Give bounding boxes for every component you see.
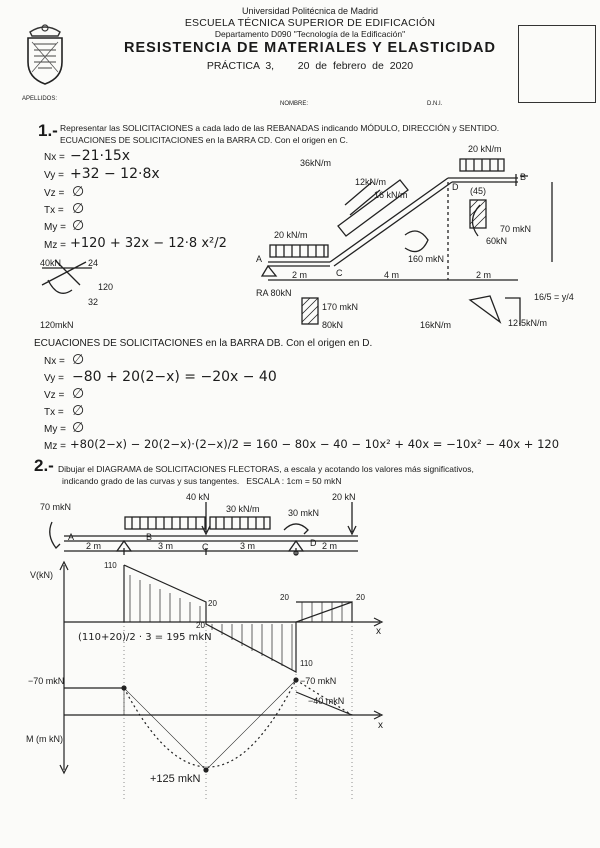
eq-value: +120 + 32x − 12·8 x²/2 [70,236,227,251]
note-ra-80kn: RA 80kN [256,288,292,298]
shear-value-110: 110 [104,561,117,570]
note-20knm-right: 20 kN/m [468,144,502,154]
practice-number: PRÁCTICA 3, [206,60,275,72]
nombre-label: NOMBRE: [280,101,309,107]
shear-value-20b: 20 [196,621,205,630]
practice-date: 20 de febrero de 2020 [297,60,414,72]
beam-span-3: 3 m [240,541,256,551]
note-45: (45) [470,186,487,196]
eq-value: ∅ [72,218,85,234]
beam-span-4: 2 m [322,541,338,551]
eq-label: Nx = [44,152,65,163]
eq-label: Vy = [44,373,64,384]
q1-instruction-1: Representar las SOLICITACIONES a cada lado de las REBANADAS indicando MÓDULO, DIRECCIÓN y SENTIDO. [60,123,500,133]
eq-value: +32 − 12·8x [70,166,160,182]
department-name: Departamento D090 "Tecnología de la Edificación" [214,29,406,39]
note-16knm: 16 kN/m [374,190,408,200]
q2-instruction-1: Dibujar el DIAGRAMA de SOLICITACIONES FLECTORAS, a escala y acotando los valores más significativos, [58,464,474,474]
note-120mkn: 120mkN [40,320,74,330]
beam-point-d: D [310,538,317,548]
school-name: ESCUELA TÉCNICA SUPERIOR DE EDIFICACIÓN [184,17,436,29]
note-125knm: 12·5kN/m [508,318,548,328]
shear-axis-label: V(kN) [30,570,53,580]
beam-point-c: C [202,542,209,552]
eq-label: My = [44,222,66,233]
db-title: ECUACIONES DE SOLICITACIONES en la BARRA DB. Con el origen en D. [34,338,373,349]
note-70mkn: 70 mkN [500,224,532,234]
note-60kn: 60kN [486,236,508,246]
point-b: B [520,172,527,182]
beam-span-1: 2 m [86,541,102,551]
dni-label: D.N.I. [427,101,443,107]
beam-dist-load: 30 kN/m [226,504,260,514]
eq-label: Nx = [44,356,65,367]
beam-span-2: 3 m [158,541,174,551]
q1-number: 1.- [38,121,58,140]
eq-value: ∅ [72,184,85,200]
eq-label: Vz = [44,390,65,401]
beam-moment-a: 70 mkN [40,502,72,512]
moment-x-label: x [378,720,383,731]
note-24: 24 [88,258,99,268]
beam-moment-d: 30 mkN [288,508,320,518]
moment-note-3: −40 mkN [308,696,345,706]
note-40kn: 40kN [40,258,62,268]
point-a: A [256,254,263,264]
beam-point-a: A [68,532,75,542]
note-160mkn: 160 mkN [408,254,445,264]
note-36knm: 36kN/m [300,158,332,168]
shear-value-20a: 20 [208,599,217,608]
eq-value: −21·15x [70,148,131,164]
eq-label: Tx = [44,407,64,418]
eq-value: ∅ [72,403,85,419]
moment-note-1: −70 mkN [28,676,65,686]
shear-area-calc: (110+20)/2 · 3 = 195 mkN [78,632,212,643]
q1-instruction-2: ECUACIONES DE SOLICITACIONES en la BARRA CD. Con el origen en C. [60,135,348,145]
note-20knm-left: 20 kN/m [274,230,308,240]
eq-label: Tx = [44,205,64,216]
beam-load-c: 40 kN [186,492,210,502]
note-12knm: 12kN/m [355,177,387,187]
shear-value-110b: 110 [300,659,313,668]
point-c: C [336,268,343,278]
note-32: 32 [88,297,99,307]
eq-value: −80 + 20(2−x) = −20x − 40 [72,369,277,385]
eq-label: My = [44,424,66,435]
q2-number: 2.- [34,456,54,475]
eq-value: ∅ [72,386,85,402]
moment-note-4: +125 mkN [150,773,201,785]
q2-scale: ESCALA : 1cm = 50 mkN [246,476,342,486]
eq-value: +80(2−x) − 20(2−x)·(2−x)/2 = 160 − 80x − 40 − 10x² + 40x = −10x² − 40x + 120 [70,437,560,451]
note-16knm-b: 16kN/m [420,320,452,330]
eq-label: Mz = [44,441,66,452]
dim-2m-left: 2 m [292,270,308,280]
eq-label: Mz = [44,240,66,251]
eq-label: Vz = [44,188,65,199]
note-170mkn: 170 mkN [322,302,359,312]
beam-load-end: 20 kN [332,492,356,502]
moment-note-2: −70 mkN [300,676,337,686]
dim-2m-right: 2 m [476,270,492,280]
note-80kn: 80kN [322,320,344,330]
shear-value-20c: 20 [280,593,289,602]
shear-x-label: x [376,626,381,637]
eq-value: ∅ [72,420,85,436]
note-120: 120 [98,282,114,292]
q2-instruction-2-text: indicando grado de las curvas y sus tangentes. [62,476,240,486]
shear-value-20d: 20 [356,593,365,602]
note-ratio: 16/5 = y/4 [534,292,574,302]
eq-value: ∅ [72,201,85,217]
moment-diagram [64,678,382,772]
beam-point-b: B [146,532,153,542]
university-name: Universidad Politécnica de Madrid [241,6,379,16]
dim-4m: 4 m [384,270,400,280]
eq-value: ∅ [72,352,85,368]
eq-label: Vy = [44,170,64,181]
subject-title: RESISTENCIA DE MATERIALES Y ELASTICIDAD [124,40,496,56]
point-d: D [452,182,459,192]
moment-axis-label: M (m kN) [26,734,63,744]
apellidos-label: APELLIDOS: [22,96,58,102]
